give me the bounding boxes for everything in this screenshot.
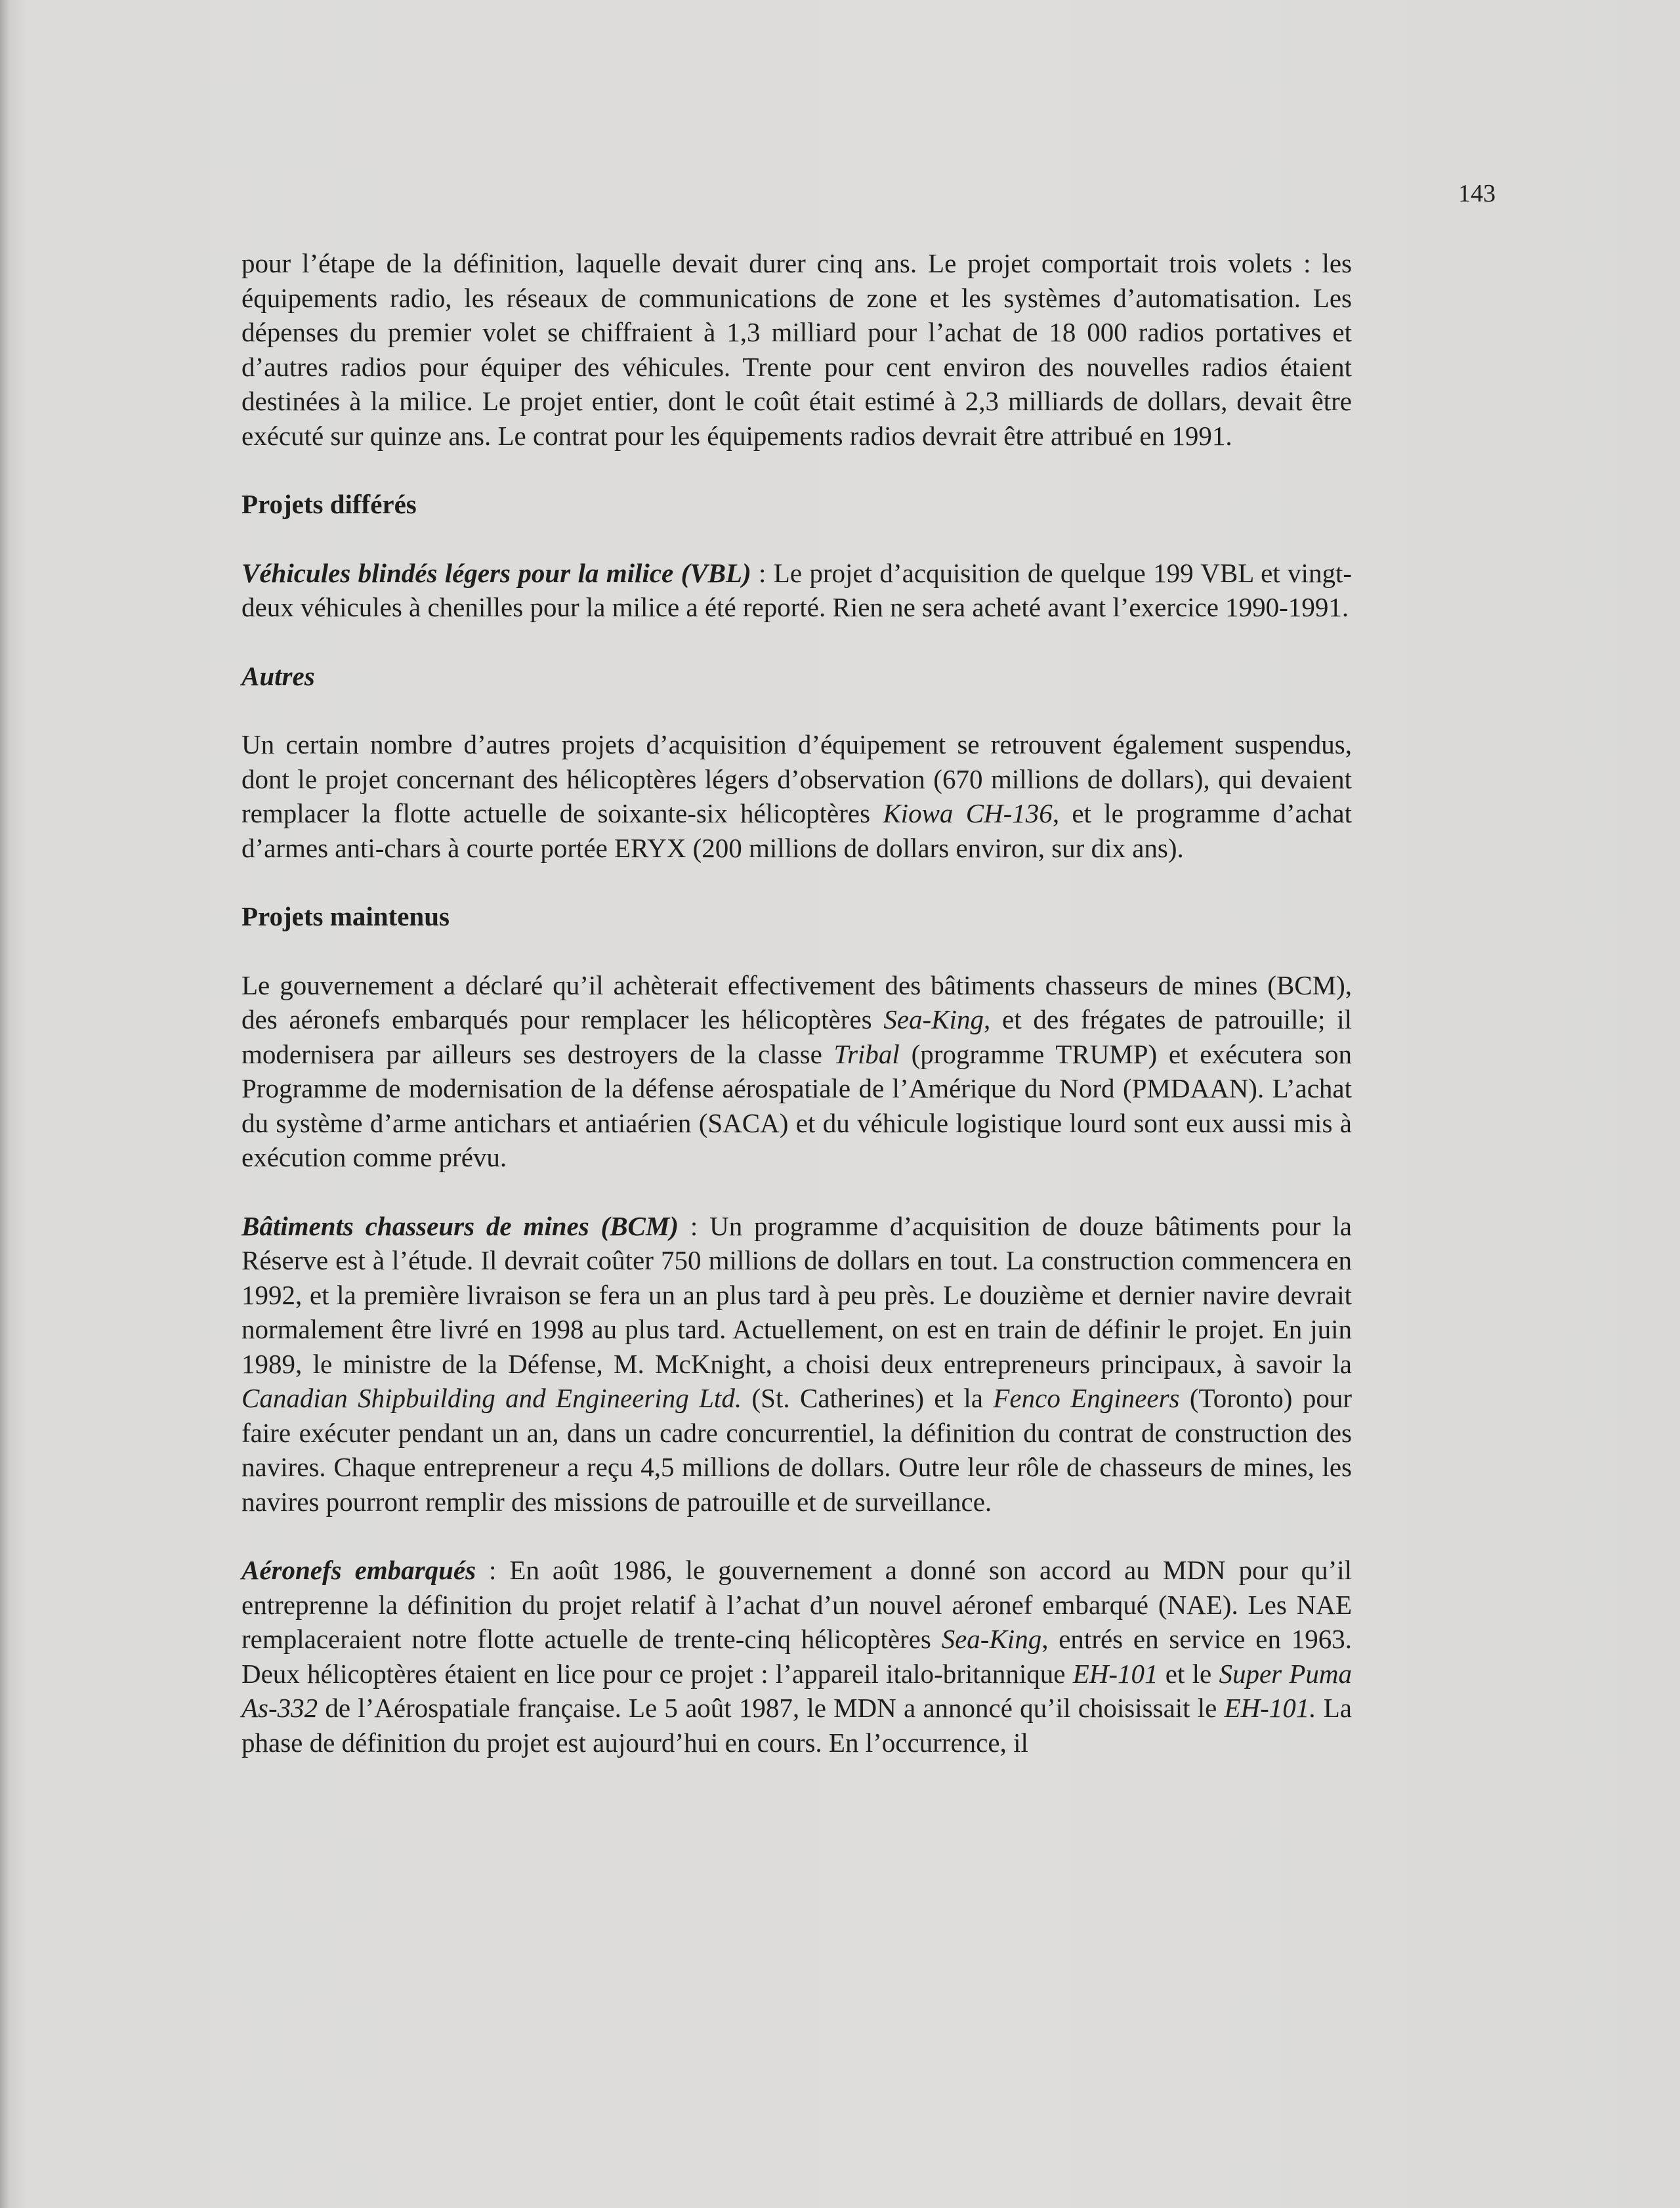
- text-maint-2: , et des frégates de patrouille; il modernisera par ailleurs ses destroyers de la classe: [242, 1004, 1352, 1069]
- text-bcm-3: (Toronto) pour faire exécuter pendant un an, dans un cadre concurrentiel, la définition du contrat de construction des navires. Chaque entrepreneur a reçu 4,5 millions de dollars. Outre leur rôle de chasseurs de mines, les navires pourront remplir des missions de patrouille et de surveillance.: [242, 1383, 1352, 1517]
- page-number: 143: [1458, 180, 1496, 207]
- term-eh-101-b: EH-101.: [1224, 1693, 1316, 1723]
- term-super-puma: Super Puma As-332: [242, 1658, 1352, 1723]
- paragraph-bcm: [242, 1209, 1352, 1519]
- term-eh-101: EH-101: [1072, 1658, 1158, 1689]
- text-maint-3: (programme TRUMP) et exécutera son Programme de modernisation de la défense aérospatiale de l’Amérique du Nord (PMDAAN). L’achat du système d’arme antichars et antiaérien (SACA) et du véhicule logistique lourd sont eux aussi mis à exécution comme prévu.: [242, 1038, 1352, 1172]
- term-kiowa: Kiowa CH-136: [883, 798, 1053, 828]
- heading-autres: Autres: [242, 660, 315, 691]
- text-maint-1: Le gouvernement a déclaré qu’il achèterait effectivement des bâtiments chasseurs de mines (BCM), des aéronefs embarqués pour remplacer les hélicoptères: [242, 969, 1352, 1034]
- paragraph-vbl: [242, 556, 1352, 625]
- text-aero-5: La phase de définition du projet est aujourd’hui en cours. En l’occurrence, il: [242, 1693, 1352, 1758]
- heading-projets-maintenus: Projets maintenus: [242, 901, 450, 931]
- paragraph-autres: [242, 727, 1352, 865]
- text-aero-1: : En août 1986, le gouvernement a donné son accord au MDN pour qu’il entreprenne la définition du projet relatif à l’achat d’un nouvel aéronef embarqué (NAE). Les NAE remplaceraient notre flotte actuelle de trente-cinq hélicoptères: [242, 1555, 1353, 1654]
- lead-vbl: Véhicules blindés légers pour la milice (VBL): [242, 557, 751, 588]
- lead-aeronefs: Aéronefs embarqués: [242, 1555, 476, 1585]
- text-autres-1: Un certain nombre d’autres projets d’acquisition d’équipement se retrouvent également suspendus, dont le projet concernant des hélicoptères légers d’observation (670 millions de dollars), qui devaient remplacer la flotte actuelle de soixante-six hélicoptères: [242, 729, 1352, 828]
- text-bcm-2: (St. Catherines) et la: [742, 1383, 994, 1413]
- term-canadian-shipbuilding: Canadian Shipbuilding and Engineering Ltd.: [242, 1383, 742, 1413]
- text-aero-4: de l’Aérospatiale française. Le 5 août 1987, le MDN a annoncé qu’il choisissait le: [318, 1693, 1225, 1723]
- term-tribal: Tribal: [833, 1038, 900, 1069]
- page-body: [242, 246, 1352, 1760]
- term-sea-king: Sea-King: [883, 1004, 984, 1034]
- term-sea-king-2: Sea-King: [941, 1624, 1042, 1654]
- text-aero-2: , entrés en service en 1963. Deux hélicoptères étaient en lice pour ce projet : l’appareil italo-britannique: [242, 1624, 1352, 1689]
- heading-projets-differes: Projets différés: [242, 489, 417, 519]
- term-fenco: Fenco Engineers: [993, 1383, 1180, 1413]
- lead-bcm: Bâtiments chasseurs de mines (BCM): [242, 1210, 679, 1241]
- paragraph-maintenus: [242, 968, 1352, 1175]
- paragraph-intro: pour l’étape de la définition, laquelle devait durer cinq ans. Le projet comportait trois volets : les équipements radio, les réseaux de communications de zone et les systèmes d’automatisation. Les dépenses du premier volet se chiffraient à 1,3 milliard pour l’achat de 18 000 radios portatives et d’autres radios pour équiper des véhicules. Trente pour cent environ des nouvelles radios étaient destinées à la milice. Le projet entier, dont le coût était estimé à 2,3 milliards de dollars, devait être exécuté sur quinze ans. Le contrat pour les équipements radios devrait être attribué en 1991.: [242, 248, 1352, 451]
- paragraph-aeronefs: [242, 1553, 1352, 1760]
- text-aero-3: et le: [1158, 1658, 1219, 1689]
- text-bcm-1: : Un programme d’acquisition de douze bâtiments pour la Réserve est à l’étude. Il devrait coûter 750 millions de dollars en tout. La construction commencera en 1992, et la première livraison se fera un an plus tard à peu près. Le douzième et dernier navire devrait normalement être livré en 1998 au plus tard. Actuellement, on est en train de définir le projet. En juin 1989, le ministre de la Défense, M. McKnight, a choisi deux entrepreneurs principaux, à savoir la: [242, 1210, 1352, 1379]
- text-autres-2: , et le programme d’achat d’armes anti-chars à courte portée ERYX (200 millions de dollars environ, sur dix ans).: [242, 798, 1352, 863]
- text-vbl: : Le projet d’acquisition de quelque 199 VBL et vingt-deux véhicules à chenilles pour la milice a été reporté. Rien ne sera acheté avant l’exercice 1990-1991.: [242, 557, 1352, 622]
